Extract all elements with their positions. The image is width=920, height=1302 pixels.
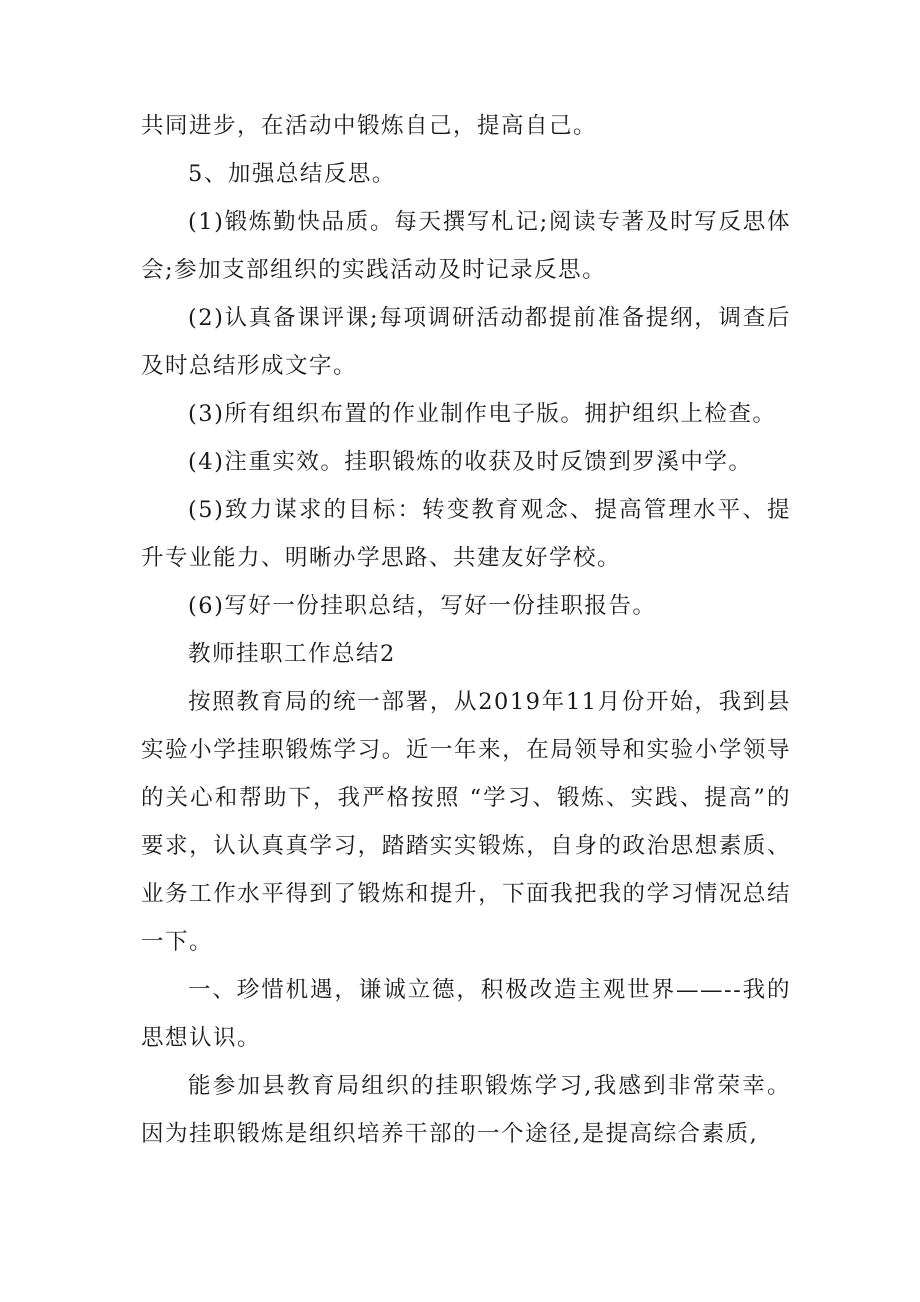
paragraph-5: (3)所有组织布置的作业制作电子版。拥护组织上检查。 bbox=[188, 401, 777, 427]
paragraph-2: 5、加强总结反思。 bbox=[188, 161, 396, 187]
paragraph-12: 能参加县教育局组织的挂职锻炼学习,我感到非常荣幸。因为挂职锻炼是组织培养干部的一个途径,是提高综合素质, bbox=[141, 1073, 791, 1147]
paragraph-3: (1)锻炼勤快品质。每天撰写札记;阅读专著及时写反思体会;参加支部组织的实践活动及时记录反思。 bbox=[141, 209, 791, 283]
paragraph-8: (6)写好一份挂职总结，写好一份挂职报告。 bbox=[188, 593, 657, 619]
paragraph-11: 一、珍惜机遇，谦诚立德，积极改造主观世界——--我的思想认识。 bbox=[141, 977, 791, 1051]
document-page bbox=[141, 102, 791, 1158]
paragraph-1: 共同进步，在活动中锻炼自己，提高自己。 bbox=[141, 113, 598, 139]
paragraph-4: (2)认真备课评课;每项调研活动都提前准备提纲，调查后及时总结形成文字。 bbox=[141, 305, 791, 379]
paragraph-6: (4)注重实效。挂职锻炼的收获及时反馈到罗溪中学。 bbox=[188, 449, 753, 475]
paragraph-7: (5)致力谋求的目标：转变教育观念、提高管理水平、提升专业能力、明晰办学思路、共建友好学校。 bbox=[141, 497, 791, 571]
section-heading: 教师挂职工作总结2 bbox=[188, 641, 396, 667]
paragraph-10: 按照教育局的统一部署，从2019年11月份开始，我到县实验小学挂职锻炼学习。近一年来，在局领导和实验小学领导的关心和帮助下，我严格按照 “学习、锻炼、实践、提高”的要求，认认真真学习，踏踏实实锻炼，自身的政治思想素质、业务工作水平得到了锻炼和提升，下面我把我的学习情况总结一下。 bbox=[141, 689, 791, 955]
